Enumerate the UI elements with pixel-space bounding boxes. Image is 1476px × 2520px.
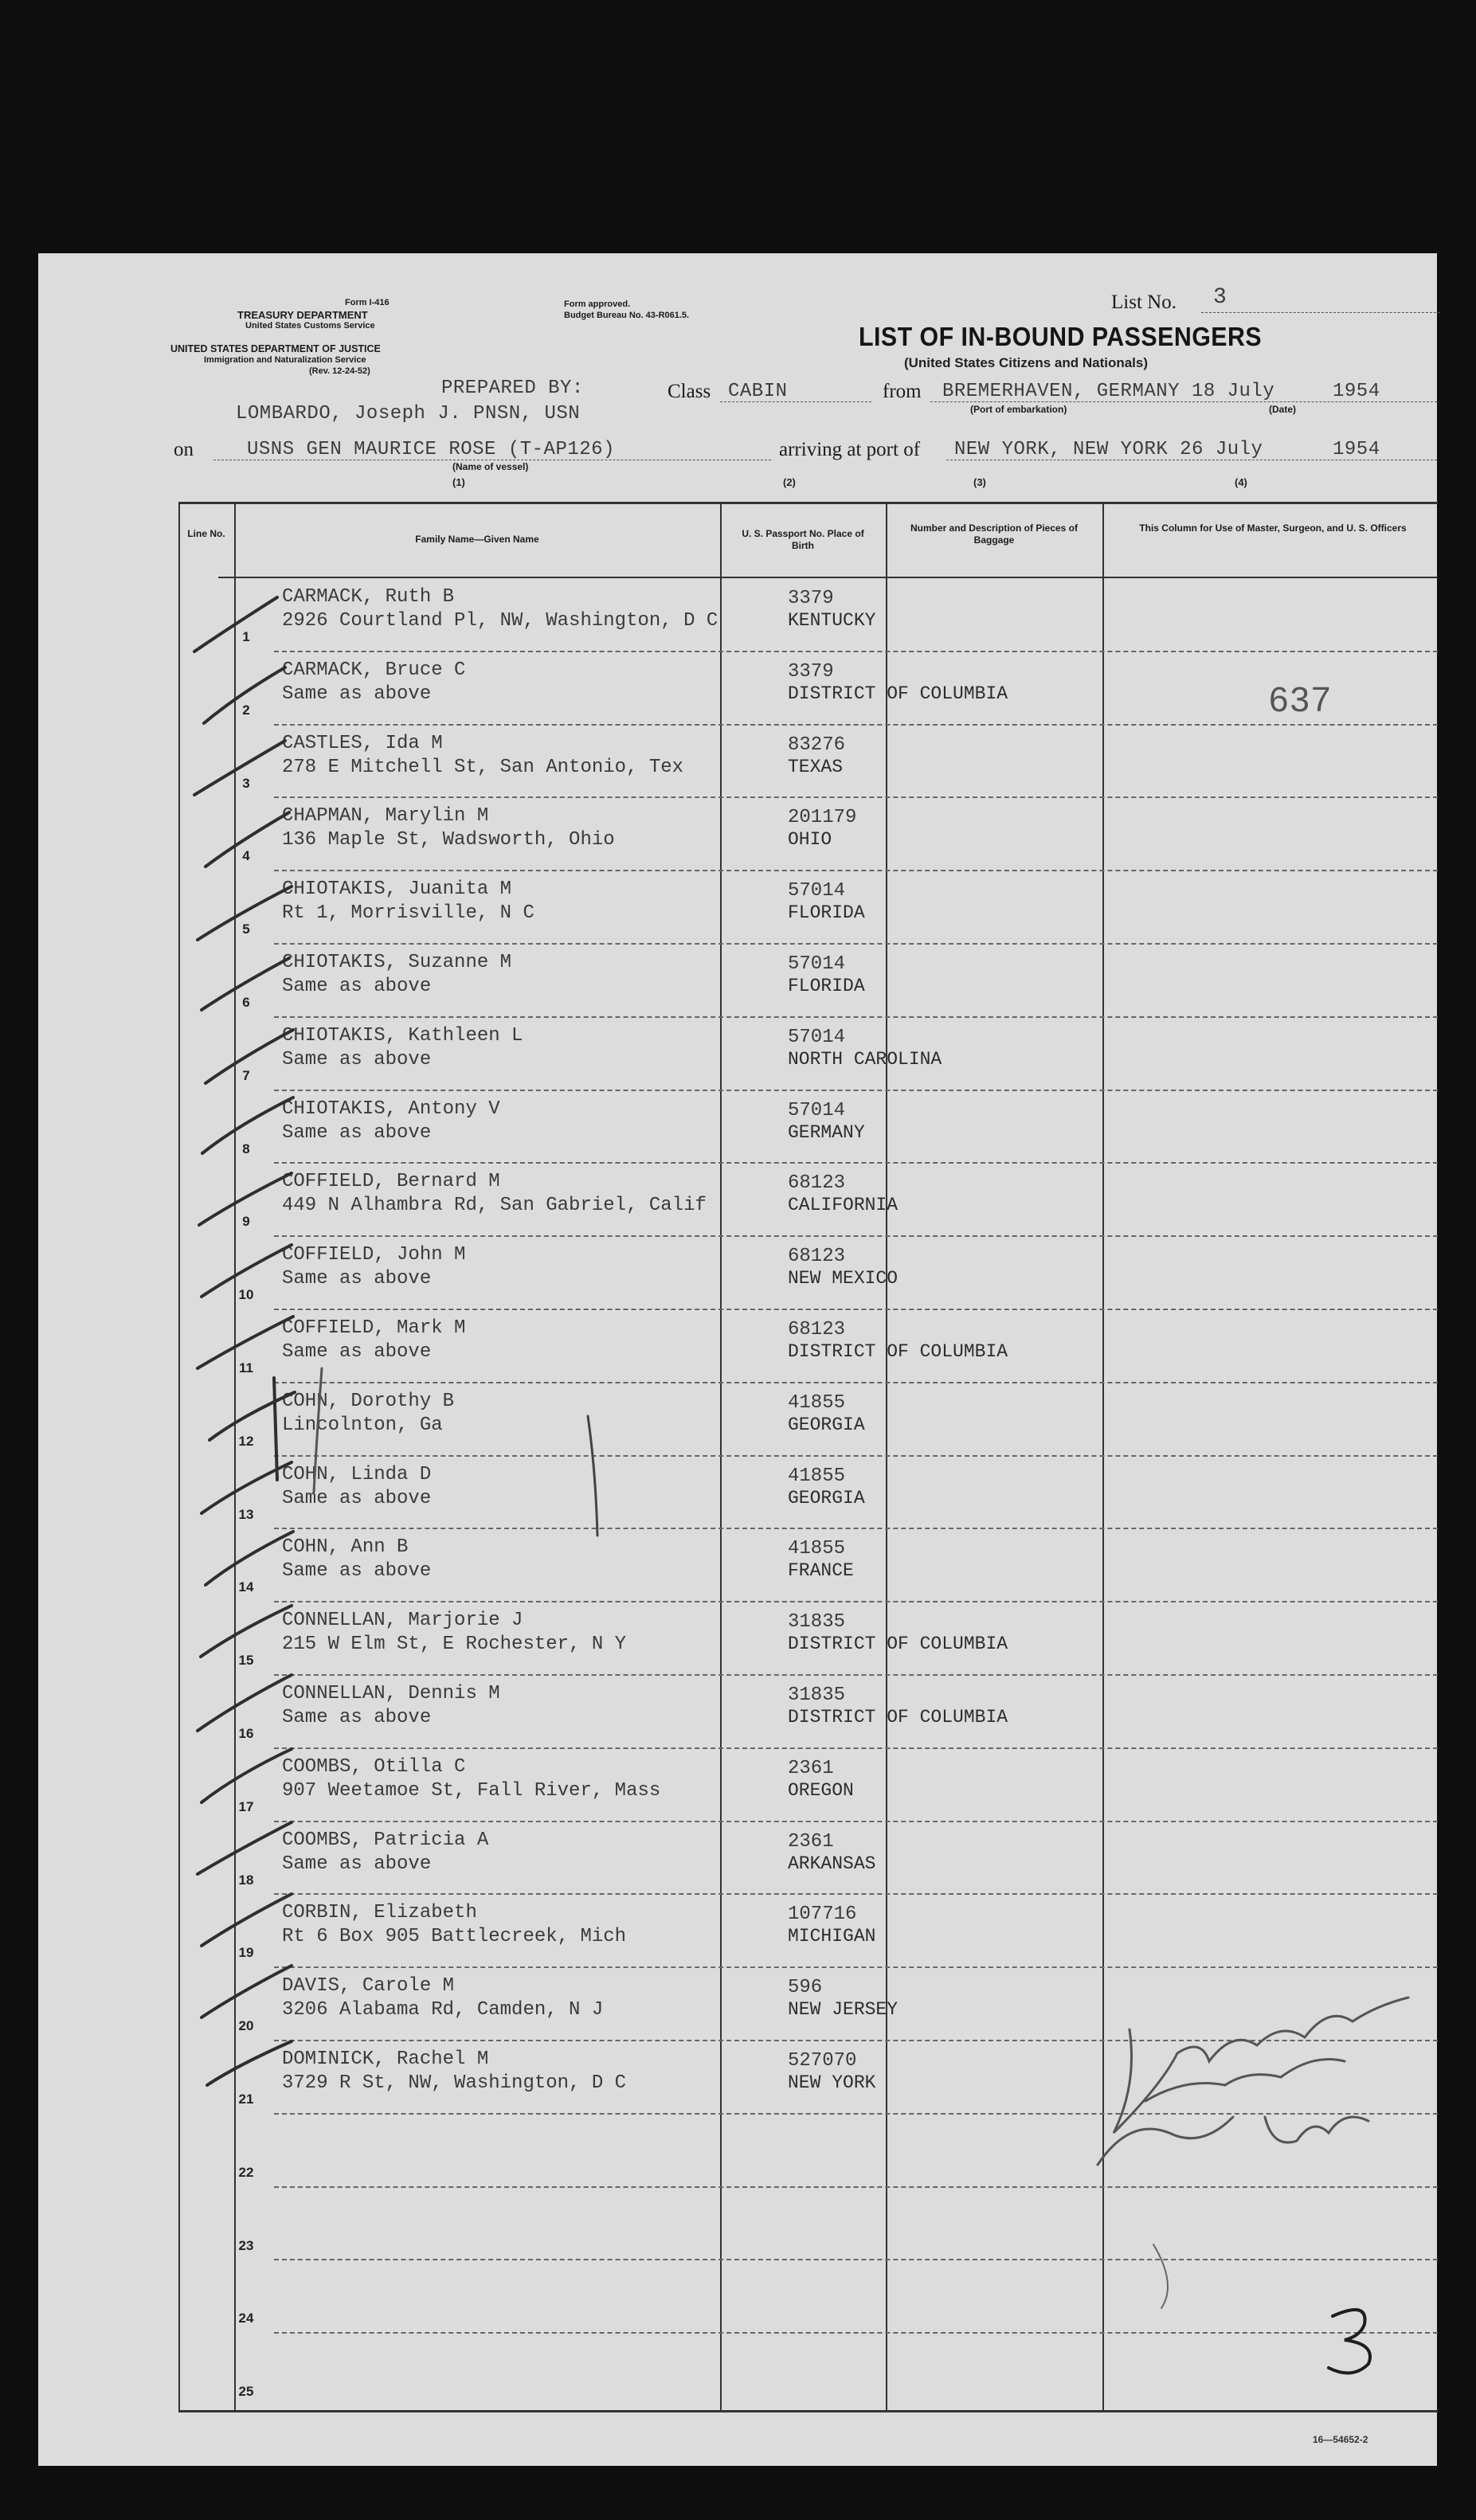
passport-number: 596: [788, 1977, 823, 1999]
embarkation-year: 1954: [1333, 381, 1380, 402]
passport-number: 201179: [788, 807, 857, 829]
line-number: 11: [239, 1360, 253, 1375]
line-number: 1: [242, 629, 250, 644]
passenger-name: DOMINICK, Rachel M: [282, 2048, 489, 2070]
passenger-name: CONNELLAN, Dennis M: [282, 1683, 500, 1704]
line-number: 21: [238, 2092, 254, 2107]
passenger-name: CARMACK, Ruth B: [282, 586, 455, 608]
header-baggage: Number and Description of Pieces of Baggage: [910, 522, 1079, 546]
passport-number: 68123: [788, 1172, 846, 1195]
passenger-name: COHN, Linda D: [282, 1463, 432, 1485]
column-number-1: (1): [452, 476, 465, 488]
place-of-birth: ARKANSAS: [788, 1853, 876, 1874]
treasury-department: TREASURY DEPARTMENT: [237, 309, 368, 321]
column-number-4: (4): [1235, 476, 1247, 488]
justice-department: UNITED STATES DEPARTMENT OF JUSTICE: [170, 343, 381, 354]
passenger-name: CONNELLAN, Marjorie J: [282, 1610, 523, 1632]
passport-number: 57014: [788, 1026, 846, 1048]
header-passport: U. S. Passport No. Place of Birth: [742, 528, 864, 551]
place-of-birth: GEORGIA: [788, 1414, 865, 1435]
passenger-name: CHIOTAKIS, Suzanne M: [282, 952, 512, 973]
passport-number: 68123: [788, 1246, 846, 1268]
page-title: LIST OF IN-BOUND PASSENGERS: [859, 322, 1263, 351]
place-of-birth: CALIFORNIA: [788, 1195, 899, 1216]
passenger-address: 215 W Elm St, E Rochester, N Y: [282, 1634, 627, 1656]
line-number: 16: [238, 1726, 254, 1741]
passenger-address: Same as above: [282, 1707, 432, 1728]
place-of-birth: DISTRICT OF COLUMBIA: [788, 1634, 1008, 1655]
passenger-name: COHN, Ann B: [282, 1536, 409, 1559]
passenger-address: 907 Weetamoe St, Fall River, Mass: [282, 1779, 661, 1802]
passenger-name: CARMACK, Bruce C: [282, 659, 466, 681]
line-number: 3: [242, 775, 250, 791]
place-of-birth: NEW MEXICO: [788, 1268, 899, 1289]
passenger-address: Lincolnton, Ga: [282, 1414, 443, 1436]
passenger-name: CORBIN, Elizabeth: [282, 1902, 477, 1924]
line-number: 17: [238, 1798, 254, 1814]
passenger-name: COOMBS, Patricia A: [282, 1829, 489, 1851]
customs-service: United States Customs Service: [245, 321, 375, 331]
place-of-birth: FLORIDA: [788, 976, 865, 996]
line-number: 5: [242, 922, 250, 937]
form-approved: Form approved.: [564, 299, 631, 309]
pencil-check-marks: [38, 253, 1437, 2466]
footer-form-code: 16—54652-2: [1313, 2434, 1368, 2445]
place-of-birth: OHIO: [788, 829, 832, 851]
place-of-birth: DISTRICT OF COLUMBIA: [788, 683, 1008, 704]
passenger-address: Same as above: [282, 1268, 432, 1290]
line-number: 7: [242, 1067, 250, 1083]
passenger-name: CHIOTAKIS, Juanita M: [282, 878, 512, 901]
vessel-name: USNS GEN MAURICE ROSE (T-AP126): [247, 439, 615, 460]
passport-number: 2361: [788, 1830, 834, 1853]
passenger-name: COFFIELD, Mark M: [282, 1317, 466, 1339]
stamp-number: 637: [1269, 680, 1333, 719]
page-subtitle: (United States Citizens and Nationals): [903, 355, 1149, 370]
place-of-birth: DISTRICT OF COLUMBIA: [788, 1707, 1008, 1728]
revision-date: (Rev. 12-24-52): [309, 366, 370, 376]
passport-number: 57014: [788, 1099, 846, 1121]
vessel-caption: (Name of vessel): [452, 461, 529, 472]
passenger-address: 278 E Mitchell St, San Antonio, Tex: [282, 756, 684, 778]
place-of-birth: KENTUCKY: [788, 610, 876, 631]
line-number: 18: [238, 1872, 254, 1888]
passport-number: 57014: [788, 880, 846, 902]
prepared-by-value: LOMBARDO, Joseph J. PNSN, USN: [236, 403, 581, 425]
arriving-label: arriving at port of: [779, 439, 921, 460]
header-name: Family Name—Given Name: [415, 534, 539, 545]
column-number-2: (2): [783, 476, 796, 488]
date-caption: (Date): [1269, 404, 1297, 415]
passenger-address: Same as above: [282, 683, 432, 705]
prepared-by-label: PREPARED BY:: [441, 378, 584, 399]
line-number: 4: [242, 848, 250, 864]
passenger-name: COHN, Dorothy B: [282, 1390, 455, 1412]
place-of-birth: TEXAS: [788, 756, 844, 777]
passport-number: 83276: [788, 734, 846, 756]
port-embarkation-caption: (Port of embarkation): [970, 404, 1067, 415]
passenger-address: Same as above: [282, 1121, 432, 1144]
passport-number: 57014: [788, 953, 846, 975]
header-officers: This Column for Use of Master, Surgeon, and U. S. Officers: [1139, 522, 1407, 534]
passport-number: 2361: [788, 1757, 834, 1779]
line-number: 13: [238, 1506, 254, 1522]
passport-number: 3379: [788, 660, 834, 683]
from-label: from: [883, 381, 922, 402]
passenger-address: Same as above: [282, 1341, 432, 1363]
place-of-birth: FRANCE: [788, 1560, 854, 1582]
place-of-birth: GERMANY: [788, 1121, 865, 1143]
place-of-birth: MICHIGAN: [788, 1926, 876, 1947]
passport-number: 68123: [788, 1319, 846, 1340]
arrival-port: NEW YORK, NEW YORK 26 July: [954, 439, 1263, 460]
place-of-birth: DISTRICT OF COLUMBIA: [788, 1341, 1008, 1362]
line-number: 12: [238, 1433, 254, 1449]
passport-number: 31835: [788, 1611, 846, 1634]
passport-number: 527070: [788, 2050, 857, 2072]
passport-number: 107716: [788, 1904, 857, 1926]
passenger-name: CHIOTAKIS, Kathleen L: [282, 1024, 523, 1047]
line-number: 22: [238, 2164, 254, 2180]
place-of-birth: NORTH CAROLINA: [788, 1048, 942, 1070]
place-of-birth: GEORGIA: [788, 1487, 865, 1508]
passenger-address: Same as above: [282, 976, 432, 997]
class-label: Class: [668, 381, 711, 402]
line-number: 24: [238, 2311, 254, 2326]
arrival-year: 1954: [1333, 439, 1380, 460]
passenger-manifest-page: [38, 253, 1437, 2466]
list-number: 3: [1213, 285, 1227, 310]
line-number: 15: [238, 1653, 254, 1669]
line-number: 20: [238, 2018, 254, 2034]
passenger-address: Same as above: [282, 1853, 432, 1875]
line-number: 9: [242, 1214, 250, 1230]
class-value: CABIN: [728, 381, 788, 402]
passenger-name: CHAPMAN, Marylin M: [282, 805, 489, 828]
line-number: 19: [238, 1945, 254, 1961]
passport-number: 41855: [788, 1391, 846, 1414]
passenger-address: 2926 Courtland Pl, NW, Washington, D C: [282, 610, 718, 632]
passport-number: 41855: [788, 1538, 846, 1560]
passenger-name: COFFIELD, John M: [282, 1244, 466, 1266]
passport-number: 3379: [788, 588, 834, 609]
passenger-address: 3206 Alabama Rd, Camden, N J: [282, 1999, 604, 2021]
budget-bureau: Budget Bureau No. 43-R061.5.: [564, 311, 690, 320]
passenger-name: CASTLES, Ida M: [282, 732, 443, 754]
embarkation-port: BREMERHAVEN, GERMANY 18 July: [942, 381, 1275, 402]
line-number: 8: [242, 1141, 250, 1156]
line-number: 10: [238, 1287, 254, 1303]
passenger-address: Same as above: [282, 1560, 432, 1583]
line-number: 14: [238, 1579, 254, 1595]
passenger-address: Same as above: [282, 1048, 432, 1070]
passenger-name: COFFIELD, Bernard M: [282, 1171, 500, 1193]
passenger-name: COOMBS, Otilla C: [282, 1755, 466, 1778]
place-of-birth: NEW JERSEY: [788, 1999, 899, 2021]
on-label: on: [174, 439, 194, 460]
passenger-address: Rt 6 Box 905 Battlecreek, Mich: [282, 1926, 627, 1948]
passenger-address: 449 N Alhambra Rd, San Gabriel, Calif: [282, 1195, 707, 1217]
line-number: 23: [238, 2237, 254, 2253]
passport-number: 31835: [788, 1685, 846, 1706]
form-number: Form I-416: [345, 298, 390, 307]
place-of-birth: FLORIDA: [788, 902, 865, 924]
place-of-birth: NEW YORK: [788, 2072, 876, 2093]
passenger-address: Same as above: [282, 1487, 432, 1509]
column-number-3: (3): [973, 476, 986, 488]
passenger-name: DAVIS, Carole M: [282, 1975, 455, 1998]
ins-service: Immigration and Naturalization Service: [204, 355, 366, 365]
list-no-label: List No.: [1111, 292, 1176, 313]
passport-number: 41855: [788, 1465, 846, 1487]
line-number: 6: [242, 995, 250, 1010]
line-number: 2: [242, 702, 250, 718]
passenger-address: 136 Maple St, Wadsworth, Ohio: [282, 829, 615, 851]
place-of-birth: OREGON: [788, 1779, 854, 1801]
line-number: 25: [238, 2384, 254, 2400]
passenger-address: 3729 R St, NW, Washington, D C: [282, 2072, 627, 2094]
header-line-no: Line No.: [187, 528, 225, 539]
passenger-name: CHIOTAKIS, Antony V: [282, 1098, 500, 1120]
passenger-address: Rt 1, Morrisville, N C: [282, 902, 534, 925]
